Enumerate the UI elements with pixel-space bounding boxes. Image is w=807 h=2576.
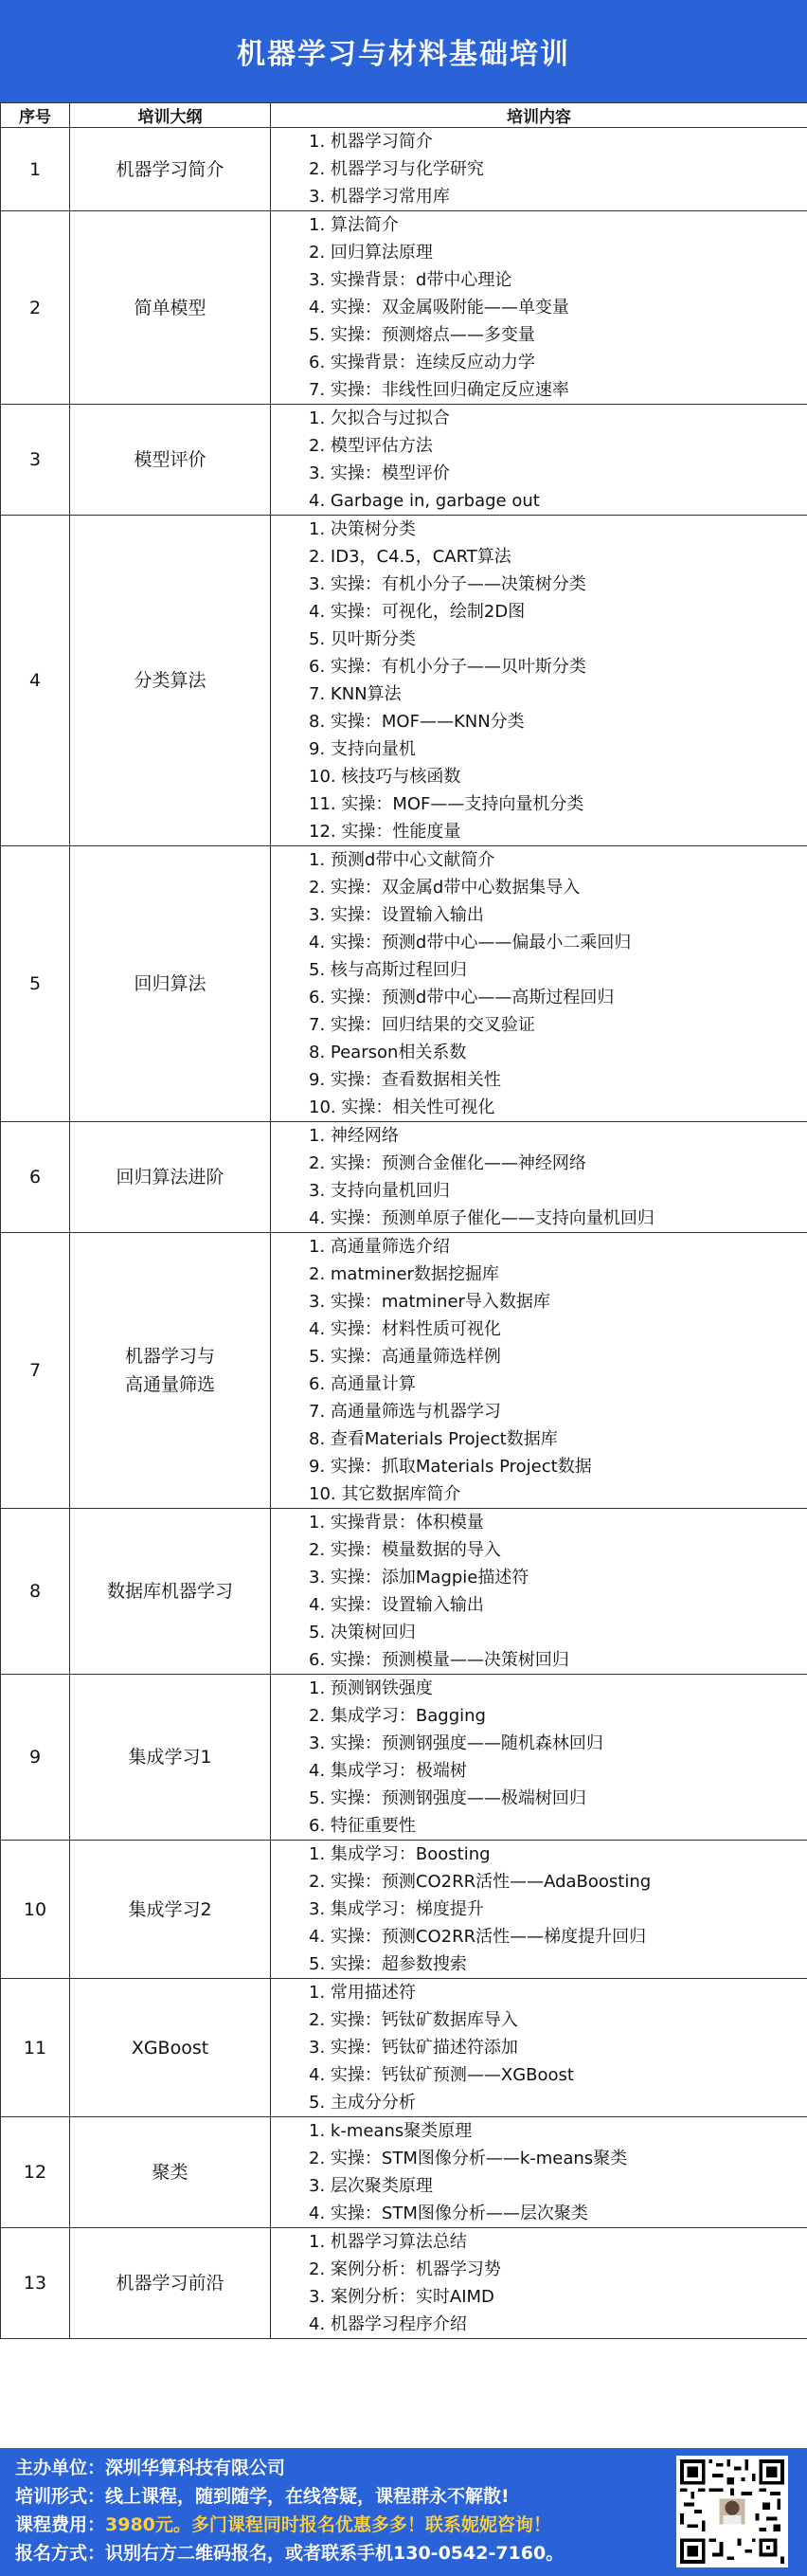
content-item: 1. 决策树分类 (309, 519, 416, 539)
table-row (1, 405, 807, 516)
row-outline (70, 2228, 271, 2339)
content-list (271, 1509, 807, 1674)
outline-line: 聚类 (152, 2162, 188, 2183)
content-item: 8. Pearson相关系数 (309, 1043, 467, 1062)
outline-line: 分类算法 (134, 670, 206, 691)
row-content (271, 1979, 807, 2117)
format-line (15, 2482, 564, 2511)
content-item: 9. 支持向量机 (309, 739, 416, 759)
content-item: 1. 实操背景：体积模量 (309, 1513, 484, 1533)
content-item: 3. 实操：钙钛矿描述符添加 (309, 2038, 518, 2058)
outline-line: 高通量筛选 (124, 1374, 215, 1395)
syllabus-body (1, 128, 807, 2339)
content-item: 6. 高通量计算 (309, 1374, 416, 1394)
content-list (271, 128, 807, 210)
content-item: 3. 实操：设置输入输出 (309, 905, 484, 925)
content-item: 7. 高通量筛选与机器学习 (309, 1402, 501, 1422)
row-outline (70, 516, 271, 846)
content-item: 8. 查看Materials Project数据库 (309, 1429, 558, 1449)
content-list (271, 846, 807, 1121)
content-item: 1. 欠拟合与过拟合 (309, 408, 450, 428)
content-item: 3. 机器学习常用库 (309, 187, 450, 207)
content-list (271, 1122, 807, 1232)
content-item: 5. 实操：超参数搜索 (309, 1954, 467, 1974)
content-item: 5. 实操：预测熔点——多变量 (309, 325, 535, 345)
content-item: 3. 实操：有机小分子——决策树分类 (309, 574, 586, 594)
row-number: 10 (1, 1841, 70, 1979)
content-item: 1. 算法简介 (309, 215, 399, 235)
outline-line: XGBoost (131, 2037, 209, 2059)
content-item: 8. 实操：MOF——KNN分类 (309, 712, 525, 732)
table-row (1, 1841, 807, 1979)
qr-code-graphic (680, 2459, 784, 2564)
row-content (271, 211, 807, 405)
row-outline (70, 1233, 271, 1509)
content-item: 5. 实操：高通量筛选样例 (309, 1347, 501, 1367)
row-number: 11 (1, 1979, 70, 2117)
row-number: 1 (1, 128, 70, 211)
content-item: 10. 实操：相关性可视化 (309, 1098, 495, 1117)
content-item: 1. 高通量筛选介绍 (309, 1237, 450, 1257)
row-outline (70, 1122, 271, 1233)
content-item: 9. 实操：抓取Materials Project数据 (309, 1457, 592, 1477)
content-list (271, 1675, 807, 1840)
table-row (1, 516, 807, 846)
row-outline (70, 405, 271, 516)
content-item: 4. 实操：双金属吸附能——单变量 (309, 298, 569, 317)
content-item: 4. 集成学习：极端树 (309, 1761, 467, 1781)
content-item: 1. 常用描述符 (309, 1983, 416, 2003)
content-item: 2. 实操：预测合金催化——神经网络 (309, 1153, 586, 1173)
row-outline (70, 846, 271, 1122)
content-list (271, 2228, 807, 2338)
row-content (271, 1675, 807, 1841)
content-item: 1. 预测钢铁强度 (309, 1678, 433, 1698)
table-row (1, 1979, 807, 2117)
content-item: 2. 机器学习与化学研究 (309, 159, 484, 179)
column-header-outline: 培训大纲 (70, 103, 271, 128)
content-list (271, 405, 807, 515)
outline-line: 回归算法 (134, 973, 206, 994)
content-item: 5. 决策树回归 (309, 1623, 416, 1642)
signup-value: 识别右方二维码报名，或者联系手机130-0542-7160。 (105, 2543, 565, 2564)
content-item: 6. 实操：预测模量——决策树回归 (309, 1650, 569, 1670)
row-outline (70, 128, 271, 211)
content-item: 11. 实操：MOF——支持向量机分类 (309, 794, 584, 814)
content-item: 4. 实操：STM图像分析——层次聚类 (309, 2204, 588, 2223)
table-row (1, 1509, 807, 1675)
content-item: 3. 实操：预测钢强度——随机森林回归 (309, 1733, 603, 1753)
content-item: 2. 模型评估方法 (309, 436, 433, 456)
row-outline (70, 1509, 271, 1675)
table-row (1, 211, 807, 405)
row-content (271, 128, 807, 211)
content-item: 2. 实操：STM图像分析——k-means聚类 (309, 2149, 628, 2168)
table-row (1, 1122, 807, 1233)
organizer-value: 深圳华算科技有限公司 (105, 2458, 286, 2478)
content-item: 4. 实操：钙钛矿预测——XGBoost (309, 2065, 574, 2085)
content-list (271, 211, 807, 404)
outline-line: 数据库机器学习 (106, 1581, 233, 1602)
content-item: 6. 实操背景：连续反应动力学 (309, 353, 535, 372)
table-row (1, 128, 807, 211)
content-item: 6. 特征重要性 (309, 1816, 416, 1836)
content-item: 3. 案例分析：实时AIMD (309, 2287, 494, 2307)
outline-line: 集成学习2 (128, 1898, 212, 1920)
row-number: 7 (1, 1233, 70, 1509)
content-list (271, 2117, 807, 2227)
row-number: 13 (1, 2228, 70, 2339)
signup-label: 报名方式： (15, 2543, 106, 2564)
content-item: 1. 机器学习简介 (309, 132, 433, 152)
content-item: 3. 支持向量机回归 (309, 1181, 450, 1201)
footer-lines (15, 2454, 564, 2567)
row-content (271, 2117, 807, 2228)
content-item: 5. 贝叶斯分类 (309, 629, 416, 649)
outline-line: 简单模型 (134, 297, 206, 318)
row-content (271, 516, 807, 846)
fee-value: 3980元。多门课程同时报名优惠多多！联系妮妮咨询！ (105, 2514, 551, 2535)
content-item: 6. 实操：预测d带中心——高斯过程回归 (309, 988, 615, 1007)
row-number: 8 (1, 1509, 70, 1675)
table-row (1, 846, 807, 1122)
content-item: 3. 实操背景：d带中心理论 (309, 270, 512, 290)
content-list (271, 1841, 807, 1978)
outline-line: 机器学习与 (124, 1346, 215, 1367)
row-number: 9 (1, 1675, 70, 1841)
table-row (1, 1675, 807, 1841)
content-item: 3. 实操：添加Magpie描述符 (309, 1568, 529, 1587)
content-item: 9. 实操：查看数据相关性 (309, 1070, 501, 1090)
content-list (271, 516, 807, 845)
qr-code-icon[interactable] (676, 2456, 788, 2567)
outline-line: 机器学习前沿 (116, 2273, 224, 2294)
outline-line: 机器学习简介 (116, 158, 224, 180)
row-content (271, 846, 807, 1122)
content-item: 10. 其它数据库简介 (309, 1484, 461, 1504)
row-content (271, 1233, 807, 1509)
content-item: 1. 神经网络 (309, 1126, 399, 1146)
content-item: 1. 机器学习算法总结 (309, 2232, 467, 2252)
content-item: 2. 回归算法原理 (309, 243, 433, 263)
format-value: 线上课程，随到随学，在线答疑，课程群永不解散! (105, 2486, 510, 2507)
table-row (1, 1233, 807, 1509)
content-item: 3. 层次聚类原理 (309, 2176, 433, 2196)
syllabus-table (0, 102, 807, 2339)
format-label: 培训形式： (15, 2486, 106, 2507)
content-item: 2. 集成学习：Bagging (309, 1706, 486, 1726)
row-number: 3 (1, 405, 70, 516)
content-item: 7. 实操：非线性回归确定反应速率 (309, 380, 569, 400)
fee-line (15, 2511, 564, 2539)
row-outline (70, 1841, 271, 1979)
table-row (1, 2228, 807, 2339)
row-number: 6 (1, 1122, 70, 1233)
content-item: 2. 案例分析：机器学习势 (309, 2259, 501, 2279)
content-item: 5. 核与高斯过程回归 (309, 960, 467, 980)
organizer-line (15, 2454, 564, 2482)
organizer-label: 主办单位： (15, 2458, 106, 2478)
content-item: 2. matminer数据挖掘库 (309, 1264, 499, 1284)
content-item: 3. 集成学习：梯度提升 (309, 1899, 484, 1919)
content-item: 2. ID3，C4.5，CART算法 (309, 547, 511, 567)
content-item: 7. KNN算法 (309, 684, 402, 704)
content-item: 3. 实操：matminer导入数据库 (309, 1292, 550, 1312)
content-item: 4. Garbage in, garbage out (309, 491, 540, 511)
content-item: 4. 实操：预测单原子催化——支持向量机回归 (309, 1208, 655, 1228)
content-item: 1. k-means聚类原理 (309, 2121, 473, 2141)
content-item: 4. 机器学习程序介绍 (309, 2314, 467, 2334)
row-number: 2 (1, 211, 70, 405)
content-list (271, 1979, 807, 2116)
row-number: 5 (1, 846, 70, 1122)
content-item: 4. 实操：可视化，绘制2D图 (309, 602, 526, 622)
column-header-content: 培训内容 (271, 103, 807, 128)
row-content (271, 2228, 807, 2339)
row-content (271, 1841, 807, 1979)
content-item: 3. 实操：模型评价 (309, 463, 450, 483)
signup-line (15, 2539, 564, 2567)
content-item: 4. 实操：设置输入输出 (309, 1595, 484, 1615)
fee-label: 课程费用： (15, 2514, 106, 2535)
row-outline (70, 211, 271, 405)
outline-line: 集成学习1 (128, 1747, 212, 1768)
row-number: 12 (1, 2117, 70, 2228)
content-item: 4. 实操：预测CO2RR活性——梯度提升回归 (309, 1927, 647, 1947)
row-content (271, 405, 807, 516)
row-outline (70, 2117, 271, 2228)
row-content (271, 1122, 807, 1233)
row-outline (70, 1979, 271, 2117)
content-item: 4. 实操：预测d带中心——偏最小二乘回归 (309, 933, 632, 952)
content-item: 2. 实操：模量数据的导入 (309, 1540, 501, 1560)
content-item: 4. 实操：材料性质可视化 (309, 1319, 501, 1339)
outline-line: 回归算法进阶 (116, 1167, 224, 1188)
content-item: 5. 主成分分析 (309, 2093, 416, 2113)
content-item: 1. 集成学习：Boosting (309, 1844, 491, 1864)
content-item: 7. 实操：回归结果的交叉验证 (309, 1015, 535, 1035)
content-item: 2. 实操：钙钛矿数据库导入 (309, 2010, 518, 2030)
table-row (1, 2117, 807, 2228)
column-header-number: 序号 (1, 103, 70, 128)
content-list (271, 1233, 807, 1508)
page-title: 机器学习与材料基础培训 (0, 0, 807, 102)
content-item: 1. 预测d带中心文献简介 (309, 850, 495, 870)
content-item: 2. 实操：预测CO2RR活性——AdaBoosting (309, 1872, 652, 1892)
row-outline (70, 1675, 271, 1841)
content-item: 10. 核技巧与核函数 (309, 767, 461, 787)
outline-line: 模型评价 (134, 449, 206, 470)
content-item: 12. 实操：性能度量 (309, 822, 461, 842)
footer-info (0, 2448, 807, 2576)
row-number: 4 (1, 516, 70, 846)
content-item: 5. 实操：预测钢强度——极端树回归 (309, 1788, 586, 1808)
content-item: 6. 实操：有机小分子——贝叶斯分类 (309, 657, 586, 677)
table-header-row (1, 103, 807, 128)
content-item: 2. 实操：双金属d带中心数据集导入 (309, 878, 581, 898)
row-content (271, 1509, 807, 1675)
